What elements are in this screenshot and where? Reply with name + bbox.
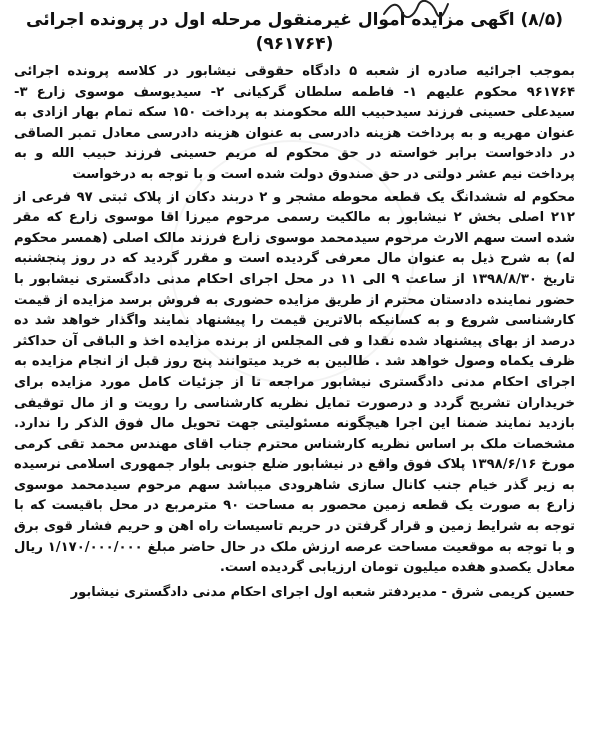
handwritten-scribble (380, 0, 450, 18)
notice-signature: حسین کریمی شرق - مدیردفتر شعبه اول اجرای احکام مدنی دادگستری نیشابور (70, 584, 575, 600)
notice-body (14, 62, 575, 579)
notice-title-line1: (۸/۵) اگهی مزایده اموال غیرمنقول مرحله اول در پرونده اجرائی (26, 10, 563, 30)
notice-paragraph-1: بموجب اجرائیه صادره از شعبه ۵ دادگاه حقوقی نیشابور در کلاسه پرونده اجرائی ۹۶۱۷۶۴ محکوم علیهم ۱- فاطمه سلطان گرکیانی ۲- سیدیوسف موسوی زارع ۳- سیدعلی حسینی فرزند سیدحبیب الله محکومند به پرداخت ۱۵۰ سکه تمام بهار ازادی به عنوان مهریه و به پرداخت هزینه دادرسی به عنوان هزینه دادرسی معادل تمبر الصاقی در دادخواست برابر خواسته در حق محکوم له مریم حسینی فرزند حبیب الله و به پرداخت نیم عشر دولتی در حق صندوق دولت شده است و با توجه به درخواست (14, 64, 576, 182)
notice-title (14, 8, 575, 56)
notice-paragraph-2: محکوم له ششدانگ یک قطعه محوطه مشجر و ۲ دربند دکان از پلاک ثبتی ۹۷ فرعی از ۲۱۲ اصلی بخش ۲ نیشابور به مالکیت رسمی مرحوم میرزا اقا موسوی زارع که مقر شده است سهم الارث مرحوم سیدمحمد موسوی زارع فرزند مالک اصلی (همسر محکوم له) به شرح ذیل به عنوان مال معرفی گردیده است و مقرر گردید که در روز پنجشنبه تاریخ ۱۳۹۸/۸/۳۰ از ساعت ۹ الی ۱۱ در محل اجرای احکام مدنی دادگستری نیشابور با حضور نماینده دادستان محترم از طریق مزایده حضوری به فروش برسد مزایده از قیمت کارشناسی شروع و به کسانیکه بالاترین قیمت را پیشنهاد نمایند واگذار خواهد شد ده درصد از بهای پیشنهاد شده نقدا و فی المجلس از برنده مزایده اخذ و الباقی آن حداکثر ظرف یکماه وصول خواهد شد . طالبین به خرید میتوانند پنج روز قبل از انجام مزایده به اجرای احکام مدنی دادگستری نیشابور مراجعه تا از جزئیات کامل مورد مزایده برای خریداران تشریح گردد و درصورت تمایل نظریه کارشناسی را رویت و از مال توقیفی بازدید نمایند ضمنا این اجرا هیچگونه مسئولیتی جهت تحویل مال فوق الذکر را ندارد. مشخصات ملک بر اساس نظریه کارشناس محترم جناب اقای مهندس محمد تقی کرمی مورخ ۱۳۹۸/۶/۱۶ پلاک فوق واقع در نیشابور ضلع جنوبی بلوار جمهوری اسلامی نرسیده به زیر گذر خیام جنب کانال سازی شاهرودی میباشد سهم مرحوم سیدمحمد موسوی زارع به صورت یک قطعه زمین محصور به مساحت ۹۰ مترمربع در محل باقیست که با توجه به شرایط زمین و قرار گرفتن در حریم تاسیسات راه اهن و حریم فشار قوی برق و با توجه به موقعیت مساحت عرصه ارزش ملک در حال حاضر مبلغ ۱/۱۷۰/۰۰۰/۰۰۰ ریال معادل یکصدو هفده میلیون تومان ارزیابی گردیده است. (14, 189, 576, 576)
notice-title-line2: (۹۶۱۷۶۴) (255, 34, 334, 54)
